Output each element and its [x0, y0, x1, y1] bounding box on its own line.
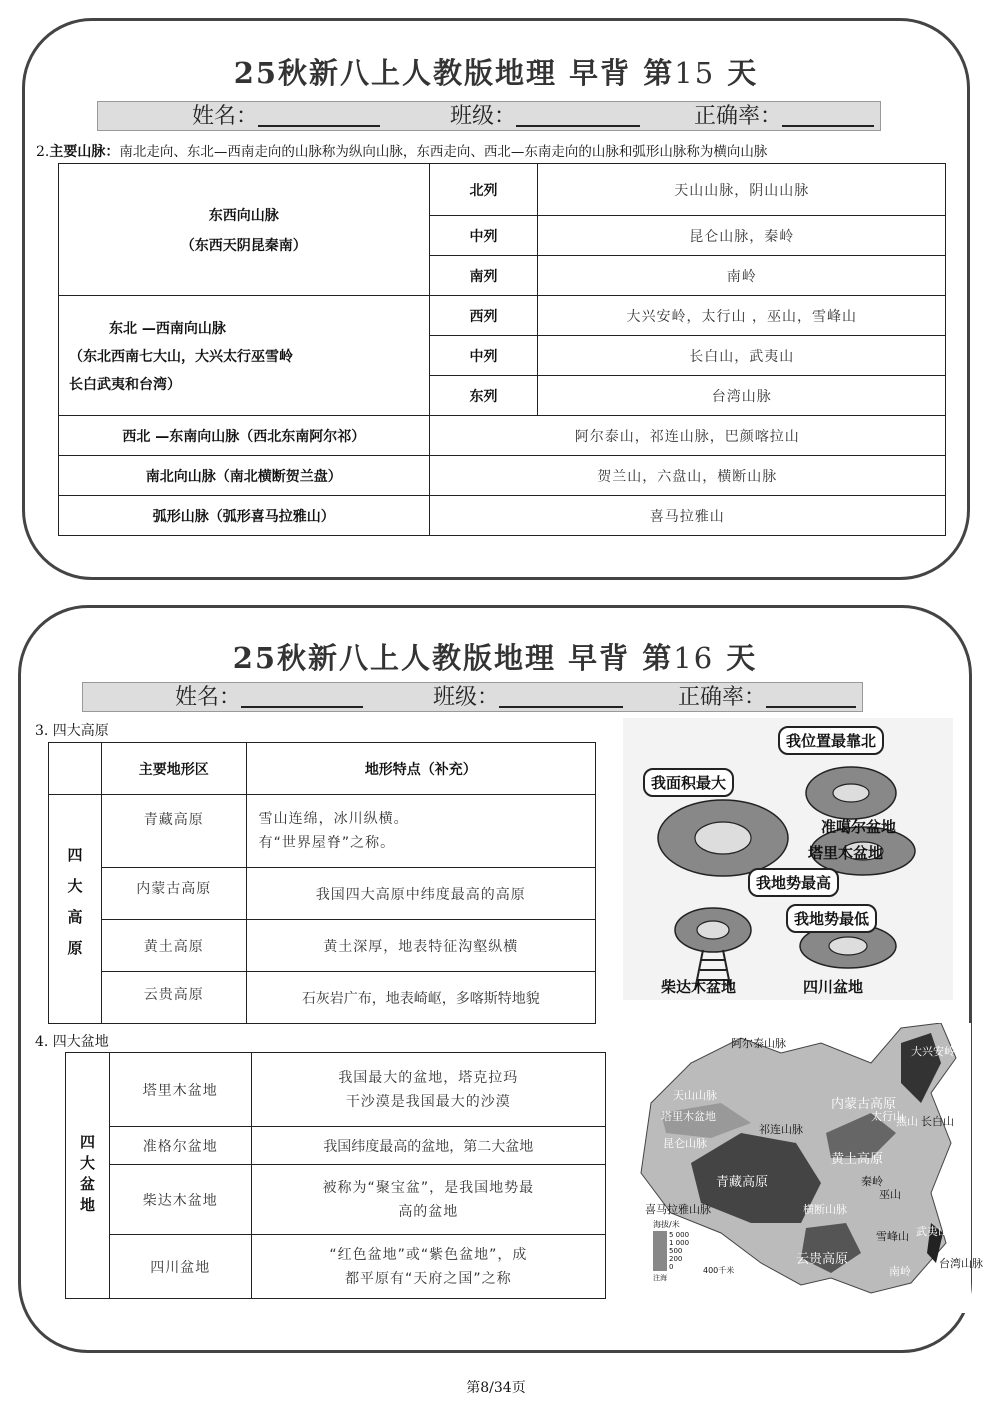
row-label: 青藏高原	[101, 795, 246, 868]
mountain-table	[58, 163, 946, 536]
header-feature: 地形特点（补充）	[246, 743, 595, 795]
row-value: 昆仑山脉，秦岭	[538, 216, 946, 256]
name-field[interactable]	[258, 103, 380, 127]
plateau-table	[48, 742, 596, 1024]
row-value: 黄土深厚，地表特征沟壑纵横	[246, 920, 595, 972]
map-label: 长白山	[921, 1115, 954, 1128]
row-value: 我国纬度最高的盆地，第二大盆地	[251, 1127, 605, 1165]
row-label: 南列	[429, 256, 538, 296]
label-qaidam: 柴达木盆地	[661, 978, 737, 996]
name-label: 姓名：	[192, 104, 259, 129]
map-label: 青藏高原	[716, 1175, 769, 1190]
class-label: 班级：	[450, 104, 517, 129]
row-label: 柴达木盆地	[109, 1165, 251, 1235]
map-label: 昆仑山脉	[663, 1137, 707, 1150]
class-label: 班级：	[433, 685, 500, 710]
page-number: 第8/34页	[466, 1380, 526, 1396]
map-label: 南岭	[889, 1265, 911, 1278]
row-label: 四川盆地	[109, 1235, 251, 1299]
accuracy-label: 正确率：	[678, 685, 767, 710]
section-heading: 2.主要山脉：南北走向、东北—西南走向的山脉称为纵向山脉，东西走向、西北—东南走向的山脉和弧形山脉称为横向山脉	[36, 144, 768, 160]
row-label: 北列	[429, 164, 538, 216]
card-title: 25秋新八上人教版地理 早背 第15 天	[233, 56, 759, 90]
accuracy-field[interactable]	[782, 103, 874, 127]
row-value: 台湾山脉	[538, 376, 946, 416]
class-field[interactable]	[499, 684, 623, 708]
map-label: 秦岭	[861, 1175, 883, 1188]
row-value: 被称为“聚宝盆”，是我国地势最 高的盆地	[251, 1165, 605, 1235]
name-label: 姓名：	[175, 685, 242, 710]
label-junggar: 准噶尔盆地	[821, 818, 897, 836]
student-info-bar	[82, 682, 863, 712]
row-label: 西北 —东南向山脉（西北东南阿尔祁）	[59, 416, 430, 456]
map-label: 喜马拉雅山脉	[645, 1203, 711, 1216]
student-info-bar	[97, 101, 881, 131]
row-value: 我国最大的盆地，塔克拉玛 干沙漠是我国最大的沙漠	[251, 1053, 605, 1127]
name-field[interactable]	[241, 684, 363, 708]
label-tarim: 塔里木盆地	[808, 844, 884, 862]
row-value: 石灰岩广布，地表崎岖，多喀斯特地貌	[246, 972, 595, 1024]
row-value: 大兴安岭，太行山 ，巫山，雪峰山	[538, 296, 946, 336]
section-heading-plateaus: 3. 四大高原	[35, 723, 109, 739]
basins-cartoon	[623, 718, 953, 1000]
accuracy-label: 正确率：	[694, 104, 783, 129]
map-legend-item: 0	[669, 1263, 674, 1271]
map-legend-item: 1 000	[669, 1239, 690, 1247]
map-legend-item: 500	[669, 1247, 683, 1255]
bubble-north: 我位置最靠北	[778, 726, 884, 755]
map-label: 巫山	[879, 1188, 901, 1201]
map-label: 阿尔泰山脉	[731, 1037, 786, 1050]
map-label: 黄土高原	[831, 1152, 884, 1167]
map-label: 雪峰山	[876, 1230, 909, 1243]
label-sichuan: 四川盆地	[803, 978, 864, 996]
map-shape	[631, 1023, 971, 1313]
group-cell: 东北 —西南向山脉 （东北西南七大山，大兴太行巫雪岭 长白武夷和台湾）	[59, 296, 430, 416]
basin-table	[65, 1052, 606, 1299]
map-legend-title: 海拔/米	[653, 1220, 680, 1229]
group-cell: 东西向山脉 （东西天阴昆秦南）	[59, 164, 430, 296]
worksheet-card-day15	[22, 18, 970, 580]
map-label: 武夷山	[916, 1225, 949, 1238]
row-label: 准格尔盆地	[109, 1127, 251, 1165]
bubble-lowest: 我地势最低	[786, 904, 877, 933]
row-label: 弧形山脉（弧形喜马拉雅山）	[59, 496, 430, 536]
map-label: 云贵高原	[796, 1252, 849, 1267]
row-value: “红色盆地”或“紫色盆地”，成 都平原有“天府之国”之称	[251, 1235, 605, 1299]
map-label: 祁连山脉	[759, 1123, 803, 1136]
map-label: 太行山	[871, 1110, 904, 1123]
row-value: 雪山连绵，冰川纵横。 有“世界屋脊”之称。	[246, 795, 595, 868]
row-value: 南岭	[538, 256, 946, 296]
row-label: 南北向山脉（南北横断贺兰盘）	[59, 456, 430, 496]
map-label: 横断山脉	[803, 1203, 847, 1216]
map-label: 大兴安岭	[911, 1045, 955, 1058]
accuracy-field[interactable]	[766, 684, 856, 708]
map-label: 塔里木盆地	[661, 1110, 716, 1123]
map-label: 台湾山脉	[939, 1257, 983, 1270]
row-value: 我国四大高原中纬度最高的高原	[246, 868, 595, 920]
row-label: 中列	[429, 336, 538, 376]
bubble-highest: 我地势最高	[748, 868, 839, 897]
card-title: 25秋新八上人教版地理 早背 第16 天	[232, 641, 758, 675]
class-field[interactable]	[516, 103, 640, 127]
row-label: 中列	[429, 216, 538, 256]
map-legend-item: 注海	[653, 1274, 667, 1282]
row-label: 黄土高原	[101, 920, 246, 972]
row-value: 长白山，武夷山	[538, 336, 946, 376]
cartoon-drawing	[623, 718, 953, 1000]
worksheet-card-day16	[18, 605, 983, 1353]
group-label: 四大高原	[49, 795, 102, 1024]
header-area: 主要地形区	[101, 743, 246, 795]
map-scale: 400千米	[703, 1266, 735, 1275]
map-label: 燕山	[896, 1115, 918, 1128]
row-value: 天山山脉，阴山山脉	[538, 164, 946, 216]
bubble-largest: 我面积最大	[643, 768, 734, 797]
map-legend-item: 200	[669, 1255, 683, 1263]
row-label: 西列	[429, 296, 538, 336]
map-label: 天山山脉	[673, 1089, 717, 1102]
map-legend-item: 5 000	[669, 1231, 690, 1239]
row-label: 东列	[429, 376, 538, 416]
row-value: 阿尔泰山，祁连山脉，巴颜喀拉山	[429, 416, 945, 456]
row-value: 贺兰山，六盘山，横断山脉	[429, 456, 945, 496]
map-label: 内蒙古高原	[831, 1097, 897, 1112]
row-label: 塔里木盆地	[109, 1053, 251, 1127]
row-label: 云贵高原	[101, 972, 246, 1024]
row-label: 内蒙古高原	[101, 868, 246, 920]
row-value: 喜马拉雅山	[429, 496, 945, 536]
group-label: 四大盆地	[66, 1053, 110, 1299]
china-terrain-map	[631, 1023, 983, 1313]
section-heading-basins: 4. 四大盆地	[35, 1034, 109, 1050]
